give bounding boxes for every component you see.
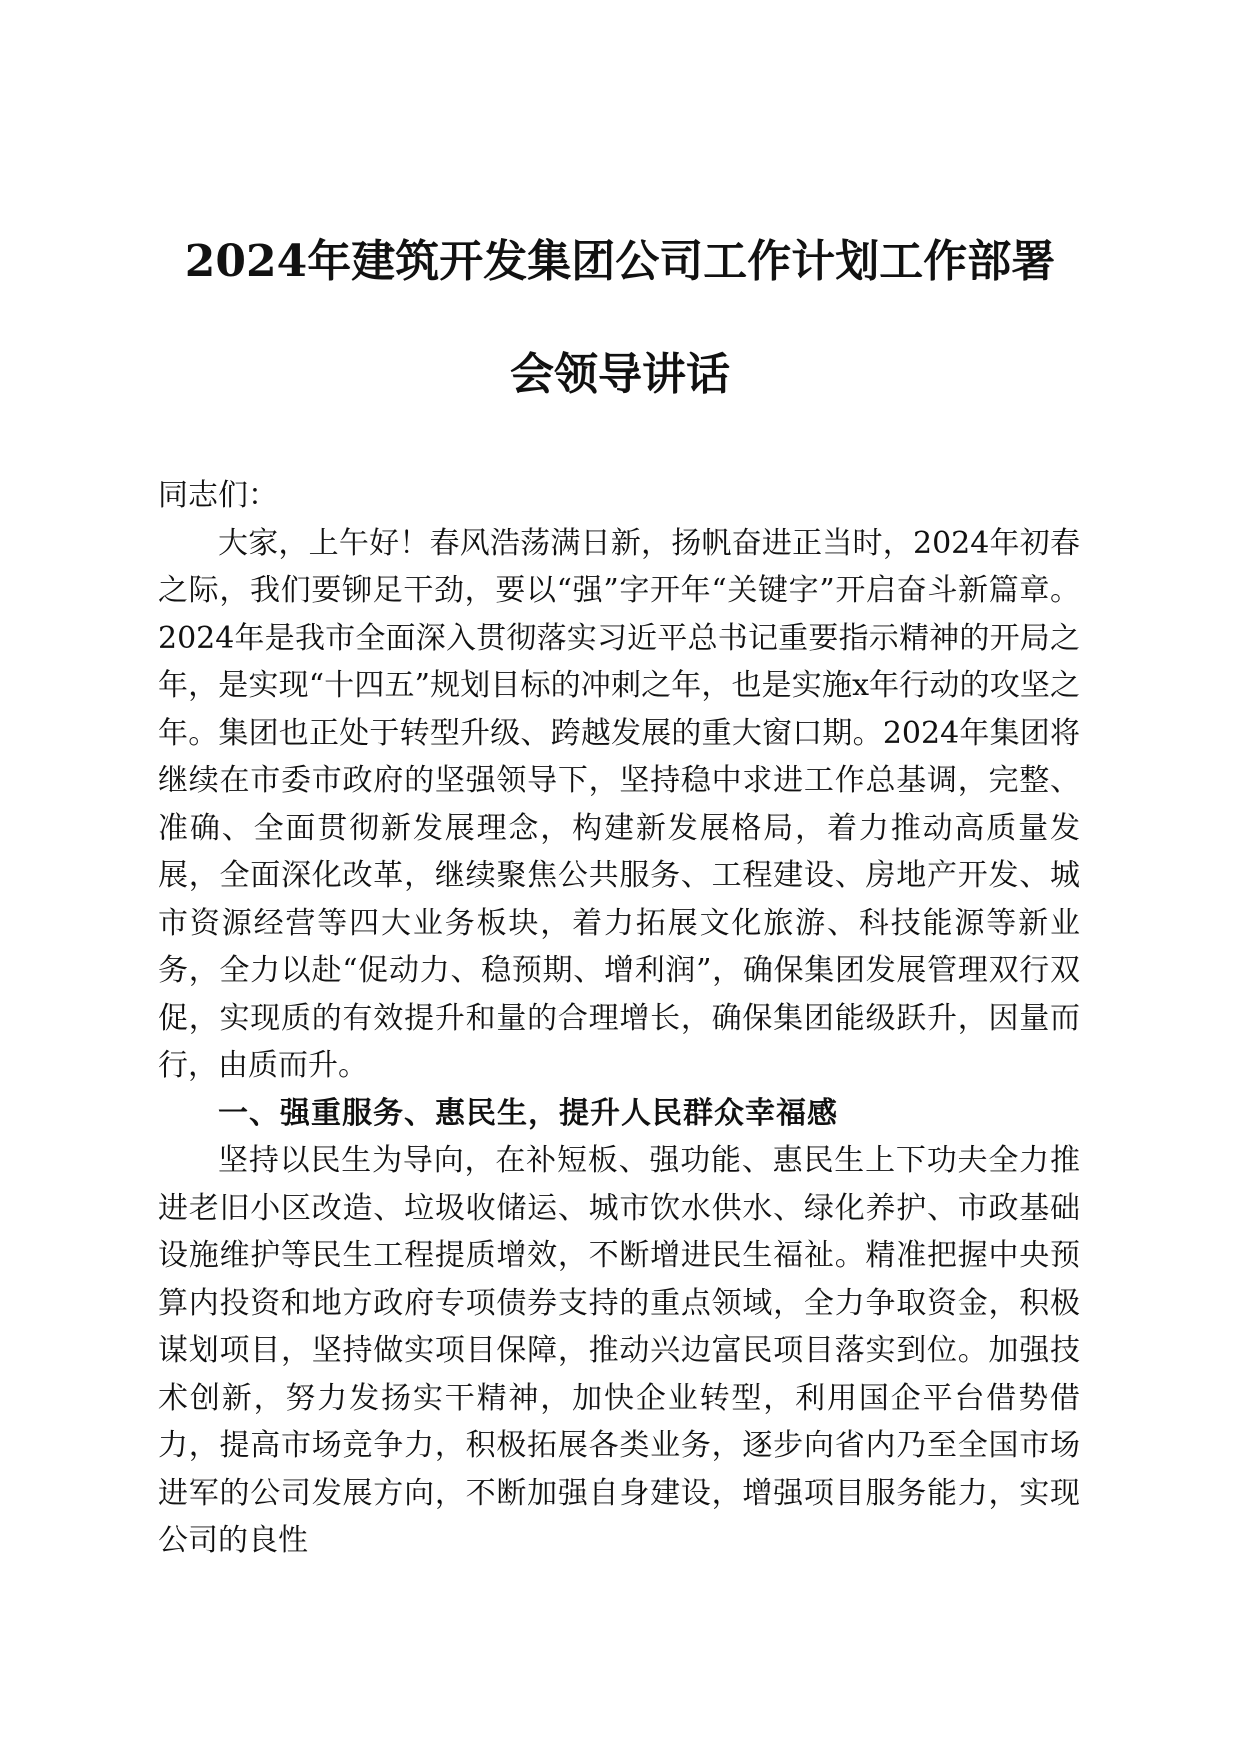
- paragraph-section-1: 坚持以民生为导向，在补短板、强功能、惠民生上下功夫全力推进老旧小区改造、垃圾收储运、城市饮水供水、绿化养护、市政基础设施维护等民生工程提质增效，不断增进民生福祉。精准把握中央预算内投资和地方政府专项债券支持的重点领域，全力争取资金，积极谋划项目，坚持做实项目保障，推动兴边富民项目落实到位。加强技术创新，努力发扬实干精神，加快企业转型，利用国企平台借势借力，提高市场竞争力，积极拓展各类业务，逐步向省内乃至全国市场进军的公司发展方向，不断加强自身建设，增强项目服务能力，实现公司的良性: [158, 1143, 1080, 1558]
- document-body: [158, 472, 1080, 1565]
- paragraph-opening: 大家，上午好！春风浩荡满日新，扬帆奋进正当时，2024年初春之际，我们要铆足干劲，要以“强”字开年“关键字”开启奋斗新篇章。2024年是我市全面深入贯彻落实习近平总书记重要指示精神的开局之年，是实现“十四五”规划目标的冲刺之年，也是实施x年行动的攻坚之年。集团也正处于转型升级、跨越发展的重大窗口期。2024年集团将继续在市委市政府的坚强领导下，坚持稳中求进工作总基调，完整、准确、全面贯彻新发展理念，构建新发展格局，着力推动高质量发展，全面深化改革，继续聚焦公共服务、工程建设、房地产开发、城市资源经营等四大业务板块，着力拓展文化旅游、科技能源等新业务，全力以赴“促动力、稳预期、增利润”，确保集团发展管理双行双促，实现质的有效提升和量的合理增长，确保集团能级跃升，因量而行，由质而升。: [158, 525, 1080, 1083]
- document-title-line-2: 会领导讲话: [510, 349, 730, 400]
- document-title-line-1: 2024年建筑开发集团公司工作计划工作部署: [184, 236, 1056, 287]
- salutation: 同志们：: [158, 478, 278, 513]
- section-heading-1: 一、强重服务、惠民生，提升人民群众幸福感: [218, 1095, 838, 1131]
